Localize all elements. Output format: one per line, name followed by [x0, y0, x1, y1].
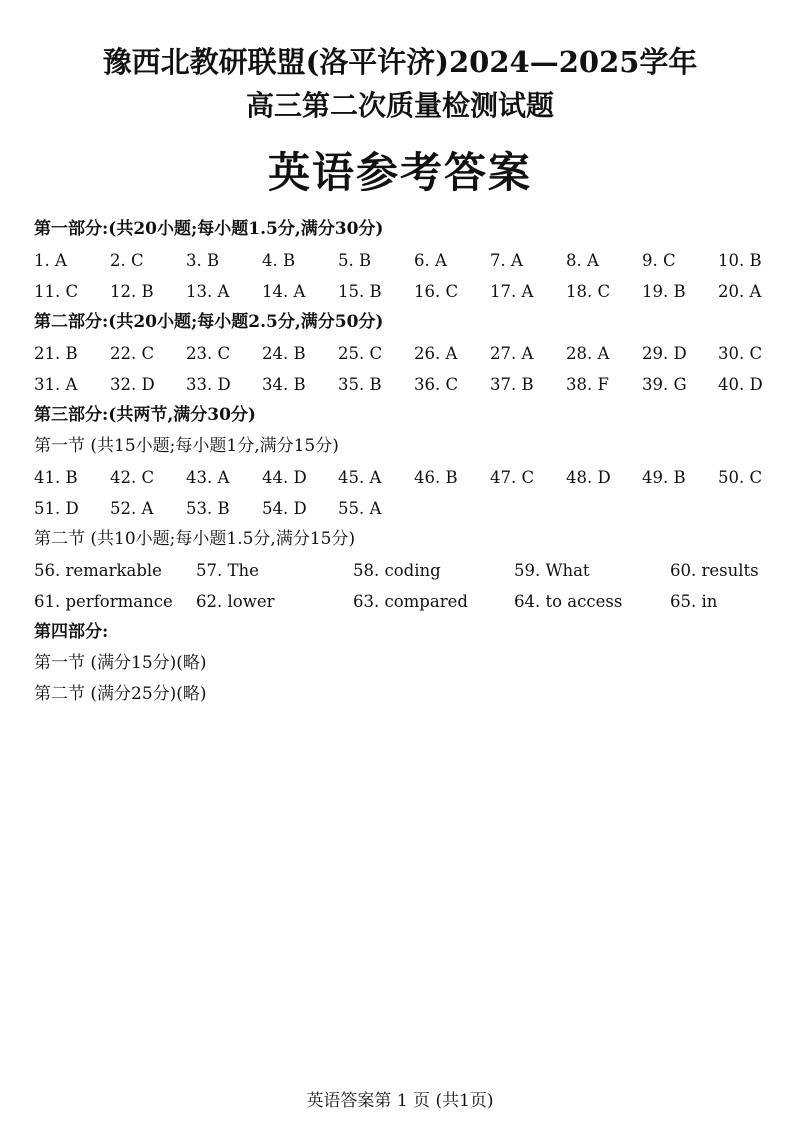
answer-item: 5. B	[338, 251, 372, 270]
answer-item: 37. B	[490, 375, 534, 394]
answer-item: 50. C	[718, 468, 763, 487]
part2-heading: 第二部分:(共20小题;每小题2.5分,满分50分)	[34, 312, 384, 332]
answer-item: 4. B	[262, 251, 296, 270]
answer-item: 28. A	[566, 344, 610, 363]
answer-item: 8. A	[566, 251, 599, 270]
answer-item: 55. A	[338, 499, 382, 518]
answer-item: 2. C	[110, 251, 144, 270]
answer-item: 56. remarkable	[34, 561, 162, 580]
answer-item: 31. A	[34, 375, 78, 394]
answer-item: 34. B	[262, 375, 306, 394]
part2-row2	[34, 369, 774, 400]
part3-section2-row2	[34, 586, 774, 617]
answer-item: 20. A	[718, 282, 762, 301]
part3-section1-heading: 第一节 (共15小题;每小题1分,满分15分)	[34, 436, 339, 456]
part1-heading: 第一部分:(共20小题;每小题1.5分,满分30分)	[34, 219, 384, 239]
page-footer: 英语答案第 1 页 (共1页)	[306, 1091, 494, 1111]
answer-item: 22. C	[110, 344, 155, 363]
answer-item: 35. B	[338, 375, 382, 394]
answer-item: 25. C	[338, 344, 383, 363]
answer-item: 17. A	[490, 282, 534, 301]
answer-item: 7. A	[490, 251, 523, 270]
answer-item: 43. A	[186, 468, 230, 487]
answer-item: 51. D	[34, 499, 79, 518]
answer-item: 15. B	[338, 282, 382, 301]
part4-section1: 第一节 (满分15分)(略)	[34, 653, 207, 673]
answer-item: 27. A	[490, 344, 534, 363]
answer-item: 59. What	[514, 561, 590, 580]
answer-item: 48. D	[566, 468, 611, 487]
answer-item: 23. C	[186, 344, 231, 363]
answer-item: 39. G	[642, 375, 687, 394]
part4-heading: 第四部分:	[34, 622, 109, 642]
answer-item: 41. B	[34, 468, 78, 487]
answer-item: 12. B	[110, 282, 154, 301]
answer-item: 58. coding	[353, 561, 441, 580]
part4-section2: 第二节 (满分25分)(略)	[34, 684, 207, 704]
answer-item: 18. C	[566, 282, 611, 301]
answer-item: 52. A	[110, 499, 154, 518]
answer-item: 63. compared	[353, 592, 468, 611]
answer-item: 62. lower	[196, 592, 275, 611]
answer-item: 3. B	[186, 251, 220, 270]
answer-item: 57. The	[196, 561, 259, 580]
answer-item: 65. in	[670, 592, 718, 611]
part3-section1-row2	[34, 493, 774, 524]
answer-item: 26. A	[414, 344, 458, 363]
answer-item: 14. A	[262, 282, 306, 301]
part3-section2-row1	[34, 555, 774, 586]
answer-item: 33. D	[186, 375, 231, 394]
answer-content	[34, 214, 774, 710]
answer-item: 6. A	[414, 251, 447, 270]
part3-section2-heading: 第二节 (共10小题;每小题1.5分,满分15分)	[34, 529, 356, 549]
answer-item: 16. C	[414, 282, 459, 301]
answer-item: 61. performance	[34, 592, 173, 611]
answer-item: 44. D	[262, 468, 307, 487]
answer-item: 9. C	[642, 251, 676, 270]
answer-item: 49. B	[642, 468, 686, 487]
part1-row2	[34, 276, 774, 307]
document-title-line2: 高三第二次质量检测试题	[245, 89, 554, 122]
document-main-title: 英语参考答案	[267, 148, 532, 197]
answer-item: 45. A	[338, 468, 382, 487]
answer-item: 21. B	[34, 344, 78, 363]
document-title-line1: 豫西北教研联盟(洛平许济)2024—2025学年	[102, 45, 698, 79]
answer-item: 40. D	[718, 375, 763, 394]
answer-item: 1. A	[34, 251, 67, 270]
answer-item: 46. B	[414, 468, 458, 487]
answer-item: 11. C	[34, 282, 79, 301]
part3-section1-row1	[34, 462, 774, 493]
answer-item: 30. C	[718, 344, 763, 363]
answer-item: 38. F	[566, 375, 609, 394]
part1-row1	[34, 245, 774, 276]
part3-heading: 第三部分:(共两节,满分30分)	[34, 405, 256, 425]
answer-item: 19. B	[642, 282, 686, 301]
answer-item: 42. C	[110, 468, 155, 487]
answer-item: 54. D	[262, 499, 307, 518]
answer-item: 64. to access	[514, 592, 623, 611]
answer-item: 24. B	[262, 344, 306, 363]
part2-row1	[34, 338, 774, 369]
answer-item: 13. A	[186, 282, 230, 301]
answer-item: 47. C	[490, 468, 535, 487]
answer-item: 60. results	[670, 561, 759, 580]
answer-item: 36. C	[414, 375, 459, 394]
answer-item: 32. D	[110, 375, 155, 394]
answer-item: 53. B	[186, 499, 230, 518]
answer-item: 29. D	[642, 344, 687, 363]
answer-item: 10. B	[718, 251, 762, 270]
